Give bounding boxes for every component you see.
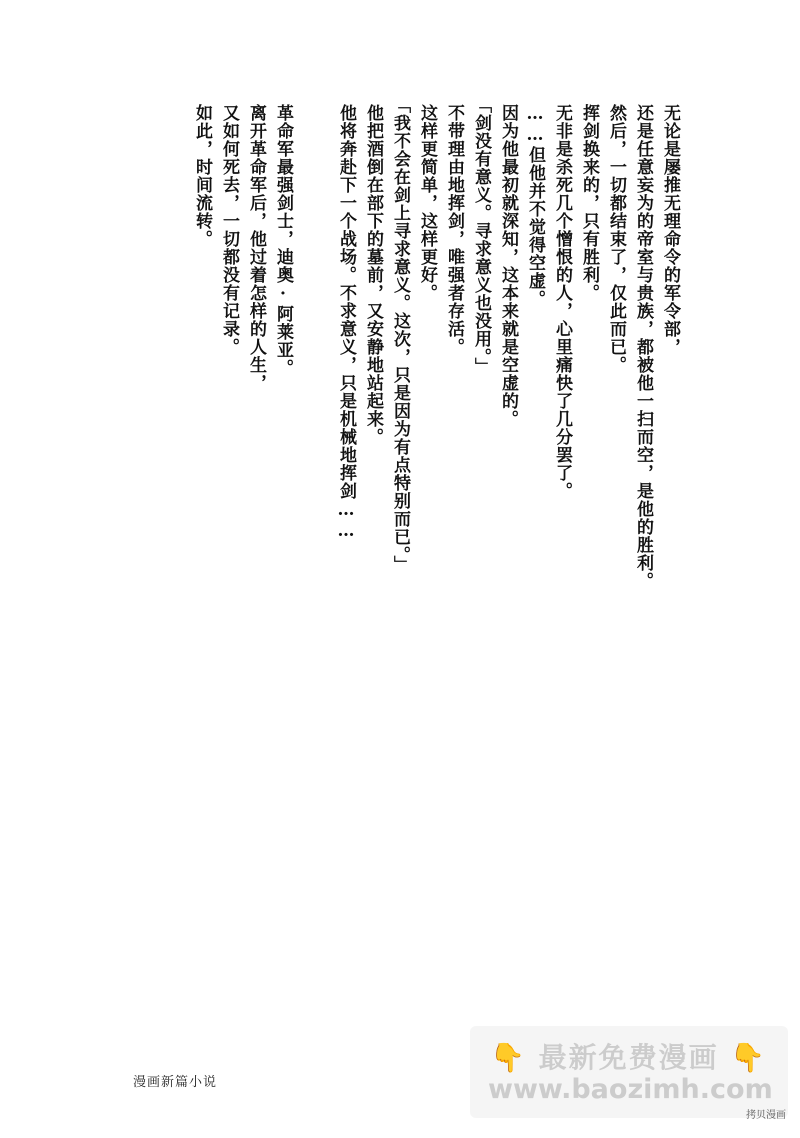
vertical-text-block <box>78 96 680 684</box>
pointing-down-hand-icon: 👇 <box>490 1041 527 1074</box>
text-column: 革命军最强剑士，迪奥·阿莱亚。 <box>273 104 293 377</box>
text-column: 这样更简单，这样更好。 <box>417 104 437 302</box>
text-column: 不带理由地挥剑，唯强者存活。 <box>444 104 464 356</box>
text-column: 「剑没有意义。寻求意义也没用。」 <box>471 96 491 376</box>
pointing-down-hand-icon: 👇 <box>730 1041 768 1074</box>
text-column: 挥剑换来的，只有胜利。 <box>579 104 599 302</box>
text-column: 他将奔赴下一个战场。不求意义，只是机械地挥剑…… <box>336 104 356 542</box>
text-column: 「我不会在剑上寻求意义。这次，只是因为有点特别而已。」 <box>390 96 410 574</box>
watermark-banner <box>470 1026 788 1118</box>
text-column: 无非是杀死几个憎恨的人，心里痛快了几分罢了。 <box>552 104 572 500</box>
watermark-credit: 拷贝漫画 <box>746 1110 786 1121</box>
watermark-url: www.baozimh.com <box>488 1074 773 1105</box>
text-column: 无论是屡推无理命令的军令部， <box>660 104 680 356</box>
watermark-line1 <box>490 1036 767 1076</box>
text-column: 还是任意妄为的帝室与贵族，都被他一扫而空，是他的胜利。 <box>633 104 653 590</box>
text-column: 如此，时间流转。 <box>192 104 212 248</box>
text-column: 然后，一切都结束了，仅此而已。 <box>606 104 626 374</box>
watermark-slogan: 最新免费漫画 <box>538 1041 719 1074</box>
footer-title: 漫画新篇小说 <box>133 1075 218 1090</box>
text-column: 他把酒倒在部下的墓前，又安静地站起来。 <box>363 104 383 446</box>
text-column: ……但他并不觉得空虚。 <box>525 104 545 308</box>
text-column: 又如何死去，一切都没有记录。 <box>219 104 239 356</box>
text-column: 离开革命军后，他过着怎样的人生， <box>246 104 266 392</box>
paragraph-gap <box>291 104 327 684</box>
text-column: 因为他最初就深知，这本来就是空虚的。 <box>498 104 518 428</box>
